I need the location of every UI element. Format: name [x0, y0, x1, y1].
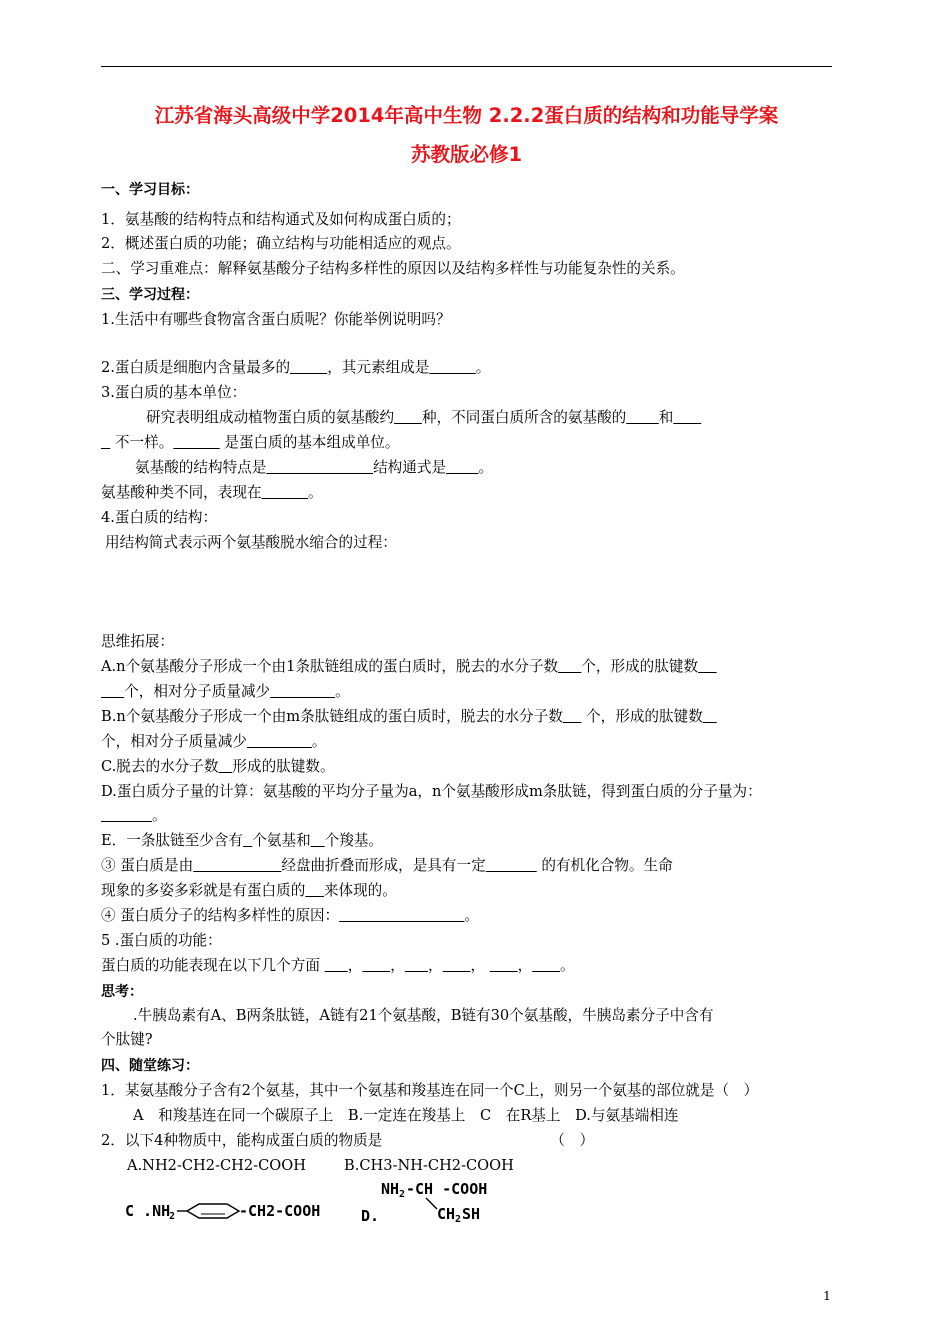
ext-text: B.n个氨基酸分子形成一个由m条肽链组成的蛋白质时，脱去的水分子数 — [101, 708, 563, 725]
blank — [558, 658, 581, 675]
blank — [339, 907, 464, 924]
blank — [626, 409, 658, 426]
option-a: A.NH2-CH2-CH2-COOH — [127, 1157, 306, 1174]
q2-text-b: ，其元素组成是 — [327, 359, 430, 376]
option-c-structure — [125, 1202, 320, 1222]
question-3: 3.蛋白质的基本单位： — [101, 384, 247, 401]
ext-D-line1: D.蛋白质分子量的计算：氨基酸的平均分子量为a，n个氨基酸形成m条肽链，得到蛋白质的分子量为： — [101, 783, 762, 800]
blank — [262, 484, 308, 501]
think-line1: .牛胰岛素有A、B两条肽链，A链有21个氨基酸，B链有30个氨基酸，牛胰岛素分子中含有 — [133, 1007, 714, 1024]
branch-bond — [426, 1198, 437, 1209]
ext-D-line2 — [101, 806, 836, 826]
ext-text: 个羧基。 — [324, 832, 383, 849]
blank — [673, 409, 701, 426]
think-heading: 思考： — [101, 984, 143, 1000]
ext-A-line1 — [101, 657, 836, 677]
benzene-ring-icon — [187, 1204, 239, 1218]
ext-text: E．一条肽链至少含有 — [101, 832, 243, 849]
question-2 — [101, 358, 836, 378]
d-top-sub: 2 — [399, 1189, 406, 1200]
blank — [446, 459, 478, 476]
item-text: 。 — [464, 907, 480, 924]
c-sub: 2 — [169, 1211, 176, 1222]
objective-1: 1．氨基酸的结构特点和结构通式及如何构成蛋白质的； — [101, 211, 461, 228]
section2-line: 二、学习重难点：解释氨基酸分子结构多样性的原因以及结构多样性与功能复杂性的关系。 — [101, 260, 685, 277]
question-1: 1.生活中有哪些食物富含蛋白质呢？你能举例说明吗？ — [101, 311, 451, 328]
exercise-2 — [101, 1131, 836, 1151]
d-branch-tail: SH — [462, 1205, 481, 1223]
q3-text: 研究表明组成动植物蛋白质的氨基酸约 — [146, 409, 395, 426]
item-text: ③ 蛋白质是由 — [101, 857, 194, 874]
d-branch-sub: 2 — [455, 1214, 462, 1225]
blank — [305, 882, 324, 899]
ex2-paren: （ ） — [550, 1132, 595, 1149]
ext-B-line1 — [101, 707, 836, 727]
chemical-structures-figure — [101, 1176, 621, 1236]
question-4: 4.蛋白质的结构： — [101, 509, 218, 526]
q5-sep: ， — [470, 957, 486, 974]
q3-text: 结构通式是 — [373, 459, 447, 476]
q5-sep: ， — [390, 957, 405, 974]
blank — [243, 832, 252, 849]
blank — [325, 957, 348, 974]
blank — [443, 957, 471, 974]
ext-text: 。 — [152, 807, 167, 824]
c-tail: -CH2-COOH — [239, 1202, 321, 1220]
extension-heading: 思维拓展： — [101, 633, 174, 650]
blank — [101, 807, 152, 824]
d-top: NH — [381, 1180, 400, 1198]
blank — [405, 957, 428, 974]
ext-text: 个，相对分子质量减少 — [101, 733, 247, 750]
exercise-1-options: A 和羧基连在同一个碳原子上 B.一定连在羧基上 C 在R基上 D.与氨基端相连 — [133, 1107, 679, 1124]
ext-B-line2 — [101, 732, 836, 752]
item-text: ④ 蛋白质分子的结构多样性的原因： — [101, 907, 340, 924]
objective-2: 2．概述蛋白质的功能；确立结构与功能相适应的观点。 — [101, 235, 461, 252]
q3-text: 。 — [478, 459, 494, 476]
blank — [247, 733, 312, 750]
blank — [698, 658, 717, 675]
doc-title-line1: 江苏省海头高级中学2014年高中生物 2.2.2蛋白质的结构和功能导学案 — [154, 104, 779, 127]
d-branch: CH — [437, 1205, 456, 1223]
item-3-line1 — [101, 856, 836, 876]
q3-paragraph-3 — [101, 458, 835, 478]
q5-text: 蛋白质的功能表现在以下几个方面 — [101, 957, 320, 974]
item-text: 经盘曲折叠而形成，是具有一定 — [281, 857, 486, 874]
question-5: 5 .蛋白质的功能： — [101, 932, 222, 949]
blank — [290, 359, 327, 376]
ext-text: A.n个氨基酸分子形成一个由1条肽链组成的蛋白质时，脱去的水分子数 — [101, 658, 559, 675]
blank — [218, 758, 232, 775]
ext-text: 个氨基和 — [252, 832, 311, 849]
q5-text: 。 — [560, 957, 575, 974]
d-label: D. — [361, 1207, 380, 1225]
page-number: 1 — [823, 1288, 831, 1303]
blank — [101, 683, 124, 700]
blank — [532, 957, 560, 974]
blank — [563, 708, 582, 725]
header-rule — [101, 66, 832, 67]
doc-title-line2: 苏教版必修1 — [410, 143, 523, 166]
c-label: C .NH — [125, 1202, 171, 1220]
blank — [429, 359, 475, 376]
d-top-tail: -CH -COOH — [406, 1180, 488, 1198]
ext-text: 。 — [335, 683, 350, 700]
q3-paragraph-1 — [101, 408, 836, 428]
blank — [193, 857, 281, 874]
blank — [266, 459, 373, 476]
item-text: 来体现的。 — [323, 882, 397, 899]
q3-text: 种，不同蛋白质所含的氨基酸的 — [421, 409, 627, 426]
item-text: 现象的多姿多彩就是有蛋白质的 — [101, 882, 306, 899]
ext-E — [101, 831, 836, 851]
q3-text: 氨基酸的结构特点是 — [135, 459, 267, 476]
q5-sep: ， — [428, 957, 443, 974]
blank — [173, 434, 219, 451]
blank — [490, 957, 518, 974]
think-line2: 个肽键? — [101, 1031, 153, 1048]
blank — [394, 409, 422, 426]
section3-heading: 三、学习过程： — [101, 287, 199, 303]
blank — [362, 957, 390, 974]
ex2-text: 2．以下4种物质中，能构成蛋白质的物质是 — [101, 1132, 383, 1149]
item-text: 的有机化合物。生命 — [541, 857, 673, 874]
q3-text: 和 — [658, 409, 674, 426]
q2-text-a: 2.蛋白质是细胞内含量最多的 — [101, 359, 291, 376]
ext-text: 。 — [311, 733, 327, 750]
ext-text: C.脱去的水分子数 — [101, 758, 219, 775]
blank — [270, 683, 335, 700]
q3-paragraph-4 — [101, 483, 836, 503]
q3-text: 不一样。 — [114, 434, 174, 451]
section1-heading: 一、学习目标： — [101, 182, 199, 198]
blank — [703, 708, 717, 725]
q3-paragraph-2 — [101, 433, 836, 453]
q3-text: 氨基酸种类不同，表现在 — [101, 484, 262, 501]
item-4 — [101, 906, 836, 926]
q2-text-c: 。 — [475, 359, 491, 376]
ext-text: 个，形成的肽键数 — [581, 658, 699, 675]
ext-text: 个，相对分子质量减少 — [124, 683, 271, 700]
exercise-1: 1．某氨基酸分子含有2个氨基，其中一个氨基和羧基连在同一个C上，则另一个氨基的部位就是（ ） — [101, 1082, 759, 1099]
option-b: B.CH3-NH-CH2-COOH — [344, 1157, 514, 1174]
ext-text: 个，形成的肽键数 — [586, 708, 703, 725]
q3-text: 是蛋白质的基本组成单位。 — [224, 434, 400, 451]
section4-heading: 四、随堂练习： — [101, 1058, 199, 1074]
blank — [101, 434, 110, 451]
ext-C — [101, 757, 836, 777]
q5-sep: ， — [347, 957, 363, 974]
q5-sep: ， — [517, 957, 533, 974]
blank — [486, 857, 537, 874]
q3-text: 。 — [307, 484, 323, 501]
option-d-structure — [361, 1180, 487, 1225]
q5-functions — [101, 956, 836, 976]
ext-text: 形成的肽键数。 — [232, 758, 335, 775]
q4-prompt: 用结构简式表示两个氨基酸脱水缩合的过程： — [105, 534, 397, 551]
ext-A-line2 — [101, 682, 836, 702]
blank — [311, 832, 325, 849]
item-3-line2 — [101, 881, 836, 901]
